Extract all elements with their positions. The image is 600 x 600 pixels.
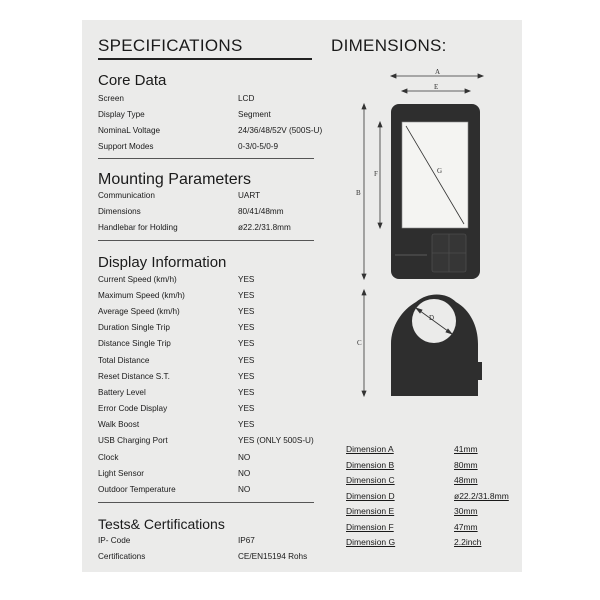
spec-label: Outdoor Temperature xyxy=(98,485,176,494)
spec-label: Handlebar for Holding xyxy=(98,223,178,232)
dimension-c-arrow xyxy=(362,290,366,396)
dimension-label: Dimension F xyxy=(346,522,394,532)
spec-value: YES xyxy=(238,339,255,348)
spec-value: YES xyxy=(238,323,255,332)
spec-value: 80/41/48mm xyxy=(238,207,284,216)
spec-label: Error Code Display xyxy=(98,404,168,413)
spec-value: YES xyxy=(238,388,255,397)
section-divider xyxy=(98,502,314,503)
spec-value: YES xyxy=(238,420,255,429)
spec-label: Battery Level xyxy=(98,388,146,397)
spec-value: 24/36/48/52V (500S-U) xyxy=(238,126,323,135)
spec-label: Maximum Speed (km/h) xyxy=(98,291,185,300)
spec-label: Light Sensor xyxy=(98,469,144,478)
spec-value: YES xyxy=(238,356,255,365)
spec-label: Duration Single Trip xyxy=(98,323,170,332)
dimension-label: Dimension E xyxy=(346,506,395,516)
spec-label: USB Charging Port xyxy=(98,436,168,445)
dimension-label: Dimension A xyxy=(346,444,394,454)
title-underline xyxy=(98,58,312,60)
dimension-value: ø22.2/31.8mm xyxy=(454,491,509,501)
dimension-value: 48mm xyxy=(454,475,478,485)
spec-label: Support Modes xyxy=(98,142,154,151)
spec-value: 0-3/0-5/0-9 xyxy=(238,142,279,151)
dimension-b-arrow xyxy=(362,104,366,279)
spec-label: Total Distance xyxy=(98,356,150,365)
section-title-core-data: Core Data xyxy=(98,72,167,89)
dimension-value: 41mm xyxy=(454,444,478,454)
spec-value: YES xyxy=(238,404,255,413)
dimension-g-letter: G xyxy=(437,167,443,175)
spec-value: NO xyxy=(238,469,251,478)
spec-value: YES (ONLY 500S-U) xyxy=(238,436,314,445)
dimension-label: Dimension G xyxy=(346,537,396,547)
dimension-a-letter: A xyxy=(435,68,441,76)
dimension-d-letter: D xyxy=(429,314,435,322)
section-title-display-info: Display Information xyxy=(98,254,227,271)
dimension-value: 30mm xyxy=(454,506,478,516)
section-divider xyxy=(98,158,314,159)
dimension-f-arrow xyxy=(378,122,382,228)
spec-value: Segment xyxy=(238,110,271,119)
spec-label: Communication xyxy=(98,191,155,200)
spec-label: Clock xyxy=(98,453,119,462)
dimension-label: Dimension D xyxy=(346,491,395,501)
spec-label: Distance Single Trip xyxy=(98,339,171,348)
spec-label: Certifications xyxy=(98,552,146,561)
spec-value: YES xyxy=(238,372,255,381)
section-title-mounting: Mounting Parameters xyxy=(98,171,251,188)
dimension-value: 47mm xyxy=(454,522,478,532)
dimension-label: Dimension B xyxy=(346,460,395,470)
dimension-f-letter: F xyxy=(374,170,378,178)
spec-label: Walk Boost xyxy=(98,420,140,429)
spec-value: IP67 xyxy=(238,536,255,545)
spec-value: UART xyxy=(238,191,261,200)
specifications-title: SPECIFICATIONS xyxy=(98,36,243,55)
dimension-c-letter: C xyxy=(357,339,362,347)
dimension-value: 80mm xyxy=(454,460,478,470)
spec-label: NominaL Voltage xyxy=(98,126,161,135)
spec-label: Average Speed (km/h) xyxy=(98,307,180,316)
dimension-b-letter: B xyxy=(356,189,361,197)
section-divider xyxy=(98,240,314,241)
spec-value: YES xyxy=(238,275,255,284)
spec-label: IP- Code xyxy=(98,536,131,545)
spec-value: LCD xyxy=(238,94,255,103)
spec-value: NO xyxy=(238,453,251,462)
dimension-value: 2.2inch xyxy=(454,537,482,547)
device-dimension-diagram xyxy=(340,62,522,404)
dimension-label: Dimension C xyxy=(346,475,395,485)
spec-value: CE/EN15194 Rohs xyxy=(238,552,308,561)
dimensions-title: DIMENSIONS: xyxy=(331,36,447,55)
section-title-tests: Tests& Certifications xyxy=(98,516,225,532)
spec-value: ø22.2/31.8mm xyxy=(238,223,291,232)
spec-value: NO xyxy=(238,485,251,494)
spec-label: Current Speed (km/h) xyxy=(98,275,177,284)
spec-label: Dimensions xyxy=(98,207,141,216)
spec-value: YES xyxy=(238,291,255,300)
dimension-e-letter: E xyxy=(434,83,439,91)
spec-label: Display Type xyxy=(98,110,145,119)
spec-value: YES xyxy=(238,307,255,316)
spec-label: Reset Distance S.T. xyxy=(98,372,170,381)
spec-label: Screen xyxy=(98,94,124,103)
